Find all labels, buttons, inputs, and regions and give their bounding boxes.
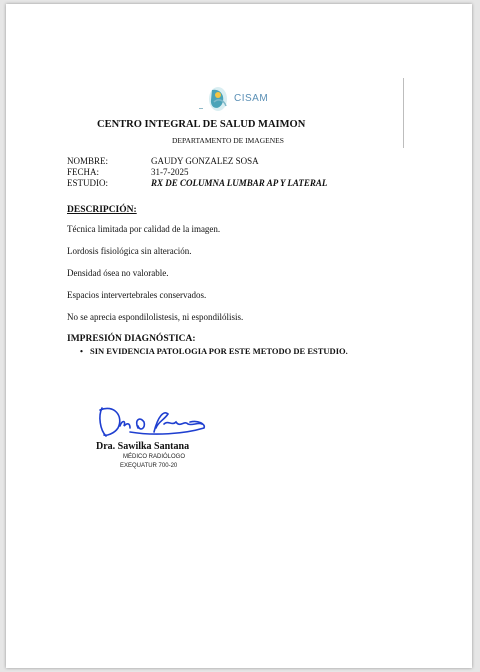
description-line: Técnica limitada por calidad de la imagen. — [67, 224, 221, 234]
description-line: No se aprecia espondilolistesis, ni espondilólisis. — [67, 312, 244, 322]
study-label: ESTUDIO: — [67, 178, 108, 188]
impression-item-text: SIN EVIDENCIA PATOLOGIA POR ESTE METODO DE ESTUDIO. — [90, 346, 348, 356]
description-line: Espacios intervertebrales conservados. — [67, 290, 207, 300]
patient-name-row — [67, 156, 259, 166]
signature-icon — [94, 402, 214, 442]
impression-item — [80, 346, 348, 356]
study-value: RX DE COLUMNA LUMBAR AP Y LATERAL — [151, 178, 328, 188]
description-title: DESCRIPCIÓN: — [67, 205, 137, 215]
patient-name-value: GAUDY GONZALEZ SOSA — [151, 156, 259, 166]
date-label: FECHA: — [67, 167, 100, 177]
bullet-icon: • — [80, 346, 83, 356]
description-line: Lordosis fisiológica sin alteración. — [67, 246, 192, 256]
document-page — [6, 4, 472, 668]
patient-name-label: NOMBRE: — [67, 156, 109, 166]
description-line: Densidad ósea no valorable. — [67, 268, 169, 278]
signer-exequatur: EXEQUATUR 700-20 — [120, 463, 178, 469]
vertical-divider — [403, 78, 404, 148]
signer-role: MÉDICO RADIÓLOGO — [123, 454, 186, 460]
signer-name: Dra. Sawilka Santana — [96, 441, 190, 452]
date-row — [67, 167, 189, 177]
study-row — [67, 178, 327, 188]
impression-title: IMPRESIÓN DIAGNÓSTICA: — [67, 334, 196, 344]
logo-text: CISAM — [234, 93, 269, 104]
date-value: 31-7-2025 — [151, 167, 189, 177]
department-title: DEPARTAMENTO DE IMAGENES — [172, 136, 284, 145]
center-title: CENTRO INTEGRAL DE SALUD MAIMON — [97, 119, 306, 130]
